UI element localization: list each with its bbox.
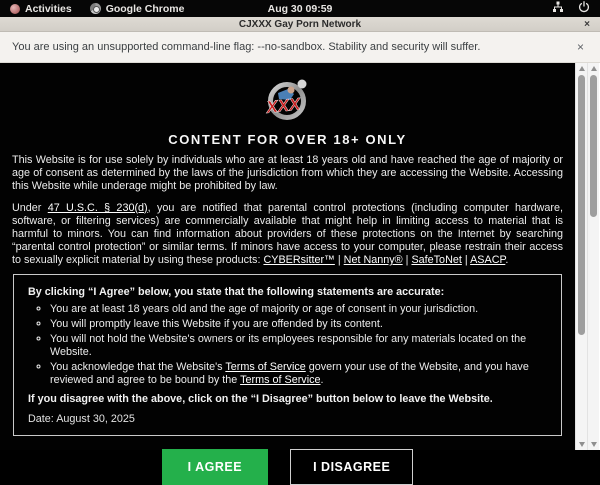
page-content	[0, 63, 575, 474]
agreement-box	[13, 274, 562, 436]
p2-sep3: |	[461, 254, 471, 267]
bullet-terms-b: govern your use of the Website, and you have reviewed and agree to be bound by the	[50, 360, 529, 386]
p2-sep1: |	[334, 254, 344, 267]
p2-prefix: Under	[12, 201, 48, 214]
app-menu-button[interactable]	[90, 3, 185, 15]
recording-dot-icon	[10, 4, 20, 14]
activities-label: Activities	[25, 2, 72, 15]
sandbox-warning-text: You are using an unsupported command-line flag: --no-sandbox. Stability and security will suffer.	[12, 41, 481, 53]
bullet-terms-c: .	[320, 373, 324, 386]
scroll-down-arrow-icon[interactable]	[588, 440, 599, 450]
scrollbar-strip	[575, 63, 600, 450]
desktop-top-bar	[0, 0, 600, 17]
disagree-button[interactable]: I DISAGREE	[290, 449, 413, 485]
parental-controls-paragraph	[12, 202, 563, 268]
clock[interactable]: Aug 30 09:59	[267, 2, 333, 15]
usc-230d-link[interactable]: 47 U.S.C. § 230(d)	[47, 201, 148, 214]
browser-window	[0, 17, 600, 474]
warning-close-icon[interactable]: ×	[576, 40, 584, 54]
agree-button[interactable]: I AGREE	[162, 449, 268, 485]
safetonet-link[interactable]: SafeToNet	[411, 254, 462, 267]
bullet-terms	[50, 361, 547, 387]
sandbox-warning-bar	[0, 32, 600, 63]
inner-scrollbar-thumb[interactable]	[578, 75, 585, 335]
agreement-bullet-list	[28, 303, 547, 387]
window-title: CJXXX Gay Porn Network	[238, 18, 362, 30]
bullet-terms-a: You acknowledge that the Website's	[50, 360, 226, 373]
outer-scrollbar[interactable]	[587, 63, 599, 450]
scroll-up-arrow-icon[interactable]	[576, 63, 587, 73]
disagree-note: If you disagree with the above, click on the “I Disagree” button below to leave the Website.	[28, 392, 493, 405]
window-titlebar[interactable]	[0, 17, 600, 32]
bullet-age: ◦ You are at least 18 years old and the age of majority or age of consent in your jurisdiction.	[50, 303, 547, 316]
asacp-link[interactable]: ASACP	[470, 254, 506, 267]
window-close-icon[interactable]: ×	[584, 19, 590, 30]
page-heading: CONTENT FOR OVER 18+ ONLY	[168, 132, 407, 147]
power-icon[interactable]	[578, 1, 590, 16]
chrome-icon	[90, 3, 101, 14]
date-line: Date: August 30, 2025	[28, 412, 135, 425]
outer-scrollbar-thumb[interactable]	[590, 75, 597, 217]
consent-buttons-row	[0, 449, 575, 485]
cjxxx-logo-icon	[264, 75, 312, 123]
app-menu-label: Google Chrome	[105, 2, 185, 15]
p2-sep2: |	[402, 254, 412, 267]
logo-xxx-text: XXX	[264, 94, 301, 117]
terms-of-service-link-1[interactable]: Terms of Service	[225, 360, 306, 373]
agreement-intro: By clicking “I Agree” below, you state that the following statements are accurate:	[28, 285, 445, 298]
netnanny-link[interactable]: Net Nanny®	[343, 254, 403, 267]
inner-scrollbar[interactable]	[575, 63, 587, 450]
p2-suffix: .	[505, 254, 509, 267]
scroll-up-arrow-icon[interactable]	[588, 63, 599, 73]
bullet-liability: ◦ You will not hold the Website's owners or its employees responsible for any materials located on the Website.	[50, 333, 547, 359]
network-icon[interactable]	[552, 1, 564, 16]
activities-button[interactable]	[10, 3, 72, 15]
bullet-leave: ◦ You will promptly leave this Website if you are offended by its content.	[50, 318, 547, 331]
p2-middle: , you are notified that parental control protections (including computer hardware, software, or filtering services) are commercially available that might help in limiting access to material that is harmful to minors. You can find information about providers of these protections on the Internet by searching “parental control protection” or similar terms. If minors have access to your computer, please restrain their access to sexually explicit material by using these products:	[12, 201, 563, 267]
terms-of-service-link-2[interactable]: Terms of Service	[240, 373, 321, 386]
cybersitter-link[interactable]: CYBERsitter™	[263, 254, 335, 267]
age-statement-paragraph: This Website is for use solely by individuals who are at least 18 years old and have reached the age of majority or age of consent as determined by the laws of the jurisdiction from which they are accessing the Website. Accessing this Website while underage might be prohibited by law.	[12, 154, 563, 193]
scroll-down-arrow-icon[interactable]	[576, 440, 587, 450]
